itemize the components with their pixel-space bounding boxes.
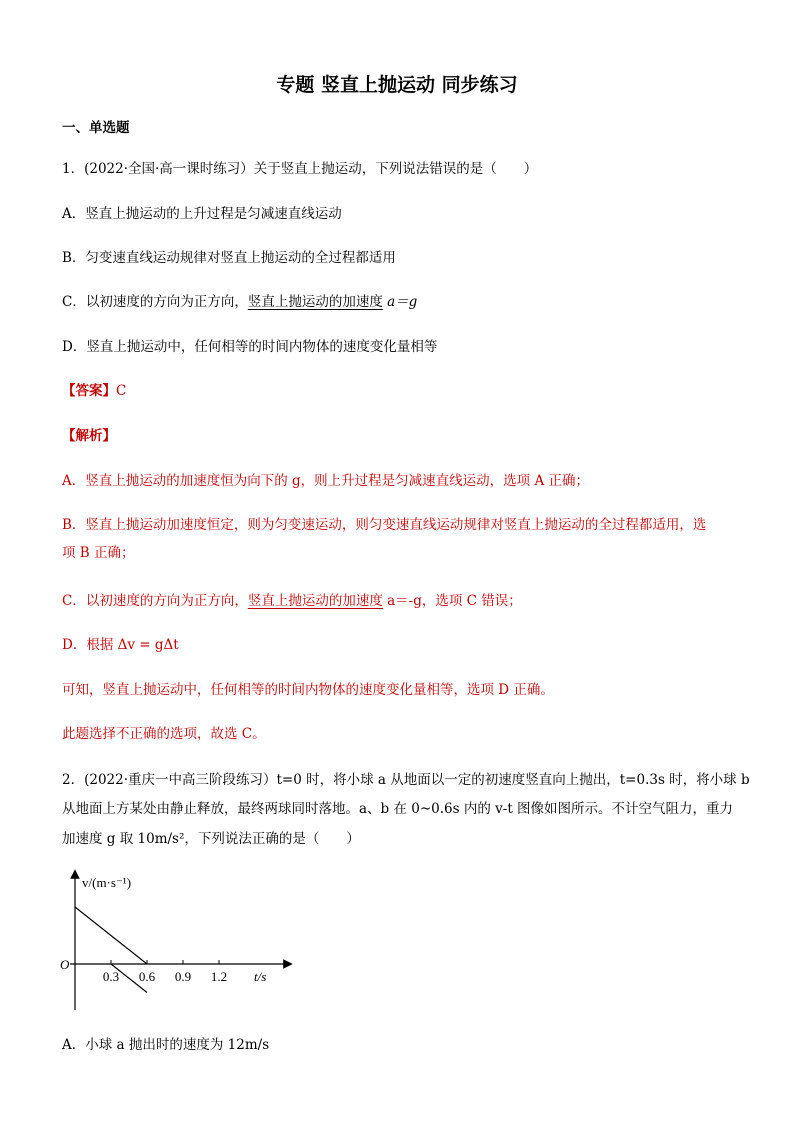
exp-c-suffix: a＝-g，选项 C 错误； xyxy=(382,593,522,609)
q2-stem-line3: 加速度 g 取 10m/s²，下列说法正确的是（ ） xyxy=(62,831,360,847)
q2-option-a: A．小球 a 抛出时的速度为 12m/s xyxy=(62,1037,270,1053)
series-line-0 xyxy=(75,907,147,964)
q1-stem: 1．(2022·全国·高一课时练习）关于竖直上抛运动，下列说法错误的是（ ） xyxy=(62,161,538,177)
q1-explanation-b-line2: 项 B 正确； xyxy=(62,545,135,561)
q1-explanation-d: D．根据 Δv = gΔt xyxy=(62,637,179,653)
page-title: 专题 竖直上抛运动 同步练习 xyxy=(276,74,518,96)
answer-tag: 【答案】 xyxy=(62,383,116,399)
origin-label: O xyxy=(60,957,70,972)
exp-c-prefix: C．以初速度的方向为正方向， xyxy=(62,593,248,609)
q1-analysis-tag xyxy=(62,426,116,446)
vt-graph xyxy=(56,868,296,1018)
y-axis-label: v/(m·s⁻¹) xyxy=(82,875,132,890)
x-tick-label-1: 0.6 xyxy=(138,969,156,984)
section-heading: 一、单选题 xyxy=(62,120,130,136)
q1-option-a: A．竖直上抛运动的上升过程是匀减速直线运动 xyxy=(62,206,342,222)
q1-option-d: D．竖直上抛运动中，任何相等的时间内物体的速度变化量相等 xyxy=(62,339,438,355)
q1-explanation-d-cont: 可知，竖直上抛运动中，任何相等的时间内物体的速度变化量相等，选项 D 正确。 xyxy=(62,682,554,698)
q1-conclusion: 此题选择不正确的选项，故选 C。 xyxy=(62,726,266,742)
answer-value: C xyxy=(116,383,127,399)
x-tick-label-2: 0.9 xyxy=(174,969,192,984)
q1-answer xyxy=(62,381,126,401)
q1-option-c-prefix: C．以初速度的方向为正方向， xyxy=(62,294,248,310)
analysis-tag: 【解析】 xyxy=(62,428,116,444)
q1-option-c-equation: a＝g xyxy=(382,294,418,310)
q1-option-c xyxy=(62,292,417,312)
q1-option-c-underlined: 竖直上抛运动的加速度 xyxy=(247,294,383,310)
q2-stem-line1: 2．(2022·重庆一中高三阶段练习）t=0 时，将小球 a 从地面以一定的初速度竖直向上抛出，t=0.3s 时，将小球 b xyxy=(62,772,750,788)
q2-stem-line2: 从地面上方某处由静止释放，最终两球同时落地。a、b 在 0~0.6s 内的 v-t 图像如图所示。不计空气阻力，重力 xyxy=(62,801,734,817)
q1-explanation-b-line1: B．竖直上抛运动加速度恒定，则为匀变速运动，则匀变速直线运动规律对竖直上抛运动的全过程都适用，选 xyxy=(62,517,707,533)
q1-option-b: B．匀变速直线运动规律对竖直上抛运动的全过程都适用 xyxy=(62,250,396,266)
x-tick-label-0: 0.3 xyxy=(102,969,120,984)
q1-explanation-a: A．竖直上抛运动的加速度恒为向下的 g，则上升过程是匀减速直线运动，选项 A 正确； xyxy=(62,473,590,489)
x-axis-label: t/s xyxy=(254,969,267,984)
q1-explanation-c xyxy=(62,591,522,611)
x-tick-label-3: 1.2 xyxy=(210,969,228,984)
exp-c-underlined: 竖直上抛运动的加速度 xyxy=(247,593,383,609)
